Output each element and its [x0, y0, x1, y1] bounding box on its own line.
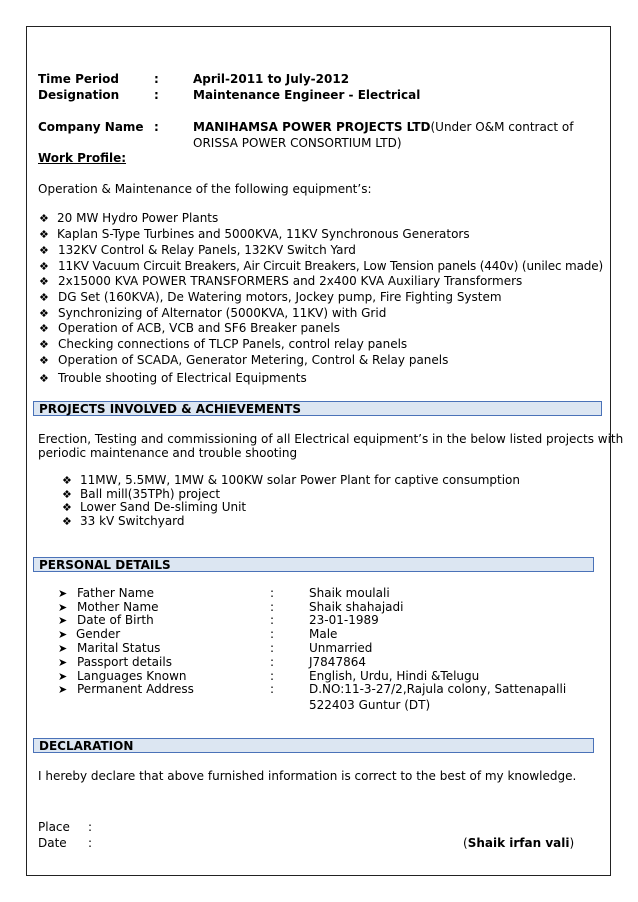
diamond-bullet-icon: ❖	[39, 212, 49, 225]
arrow-bullet-icon: ➤	[58, 601, 68, 614]
designation-value: Maintenance Engineer - Electrical	[193, 88, 421, 102]
diamond-bullet-icon: ❖	[39, 307, 49, 320]
personal-section-header	[33, 557, 594, 572]
time-period-value: April-2011 to July-2012	[193, 72, 350, 86]
work-profile-heading: Work Profile:	[38, 151, 127, 165]
company-line	[193, 120, 574, 135]
declaration-heading: DECLARATION	[39, 739, 134, 753]
personal-heading: PERSONAL DETAILS	[39, 558, 171, 572]
projects-intro-line1: Erection, Testing and commissioning of all Electrical equipment’s in the below listed projects with	[38, 432, 624, 446]
diamond-bullet-icon: ❖	[39, 291, 49, 304]
declaration-text: I hereby declare that above furnished information is correct to the best of my knowledge.	[38, 769, 577, 783]
date-label: Date	[38, 836, 67, 850]
diamond-bullet-icon: ❖	[62, 515, 72, 528]
diamond-bullet-icon: ❖	[39, 372, 49, 385]
time-period-sep: :	[154, 72, 159, 86]
diamond-bullet-icon: ❖	[39, 338, 49, 351]
diamond-bullet-icon: ❖	[62, 488, 72, 501]
company-label: Company Name	[38, 120, 144, 134]
place-sep: :	[88, 820, 93, 834]
arrow-bullet-icon: ➤	[58, 642, 68, 655]
signature: (Shaik irfan vali)	[463, 836, 575, 850]
place-label: Place	[38, 820, 70, 834]
work-profile-intro: Operation & Maintenance of the following equipment’s:	[38, 182, 372, 196]
diamond-bullet-icon: ❖	[39, 322, 49, 335]
diamond-bullet-icon: ❖	[62, 474, 72, 487]
projects-heading: PROJECTS INVOLVED & ACHIEVEMENTS	[39, 402, 302, 416]
projects-intro-line2: periodic maintenance and trouble shooting	[38, 446, 298, 460]
diamond-bullet-icon: ❖	[39, 228, 49, 241]
company-name: MANIHAMSA POWER PROJECTS LTD	[193, 120, 431, 134]
company-note-line2: ORISSA POWER CONSORTIUM LTD)	[193, 136, 402, 150]
arrow-bullet-icon: ➤	[58, 656, 68, 669]
arrow-bullet-icon: ➤	[58, 628, 68, 641]
designation-label: Designation	[38, 88, 120, 102]
diamond-bullet-icon: ❖	[39, 275, 49, 288]
arrow-bullet-icon: ➤	[58, 683, 68, 696]
diamond-bullet-icon: ❖	[62, 501, 72, 514]
declaration-section-header	[33, 738, 594, 753]
date-sep: :	[88, 836, 93, 850]
time-period-label: Time Period	[38, 72, 119, 86]
diamond-bullet-icon: ❖	[39, 354, 49, 367]
arrow-bullet-icon: ➤	[58, 587, 68, 600]
company-sep: :	[154, 120, 159, 134]
diamond-bullet-icon: ❖	[39, 260, 49, 273]
address-line2: 522403 Guntur (DT)	[309, 698, 431, 712]
projects-section-header	[33, 401, 602, 416]
diamond-bullet-icon: ❖	[39, 244, 49, 257]
signature-name: Shaik irfan vali	[467, 836, 570, 850]
designation-sep: :	[154, 88, 159, 102]
company-note: (Under O&M contract of	[430, 120, 574, 134]
arrow-bullet-icon: ➤	[58, 614, 68, 627]
arrow-bullet-icon: ➤	[58, 670, 68, 683]
